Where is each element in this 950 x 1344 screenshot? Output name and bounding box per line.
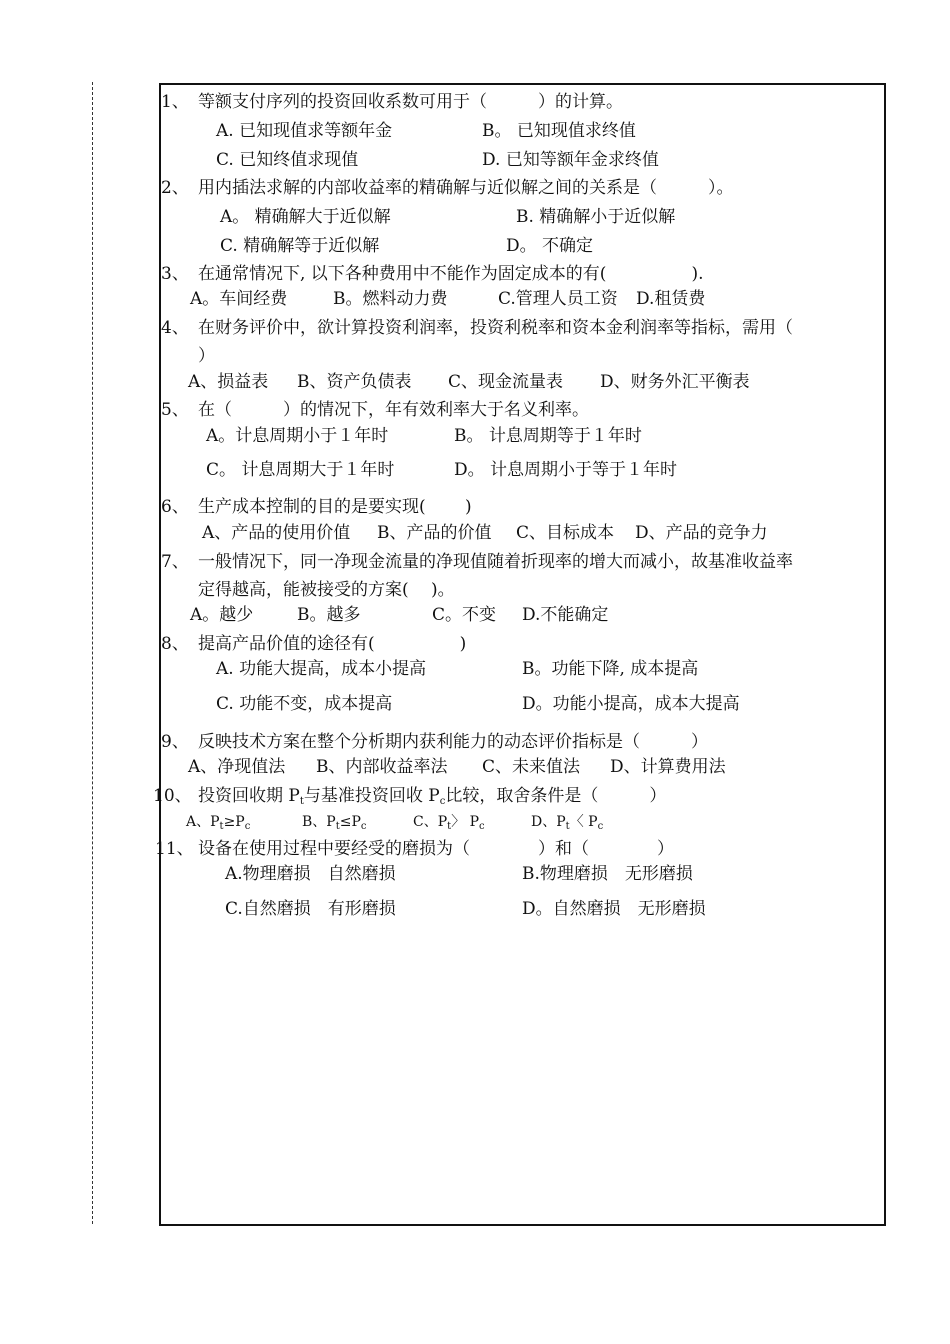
option-a: A、$P_t\ge P_c$: [186, 814, 251, 832]
option-c: C、$P_t$〉 $P_c$: [413, 814, 485, 832]
option-a: A。计息周期小于１年时: [206, 426, 389, 446]
option-c: C.自然磨损 有形磨损: [225, 899, 396, 919]
option-b: B、产品的价值: [377, 523, 492, 543]
question-number: 8、: [161, 634, 189, 654]
option-a: A、损益表: [188, 372, 269, 392]
option-a: A、产品的使用价值: [202, 523, 351, 543]
question-number: 1、: [161, 92, 189, 112]
option-a: A。车间经费: [190, 289, 288, 309]
option-c: C. 功能不变，成本提高: [216, 694, 393, 714]
question-number: 5、: [161, 400, 189, 420]
option-b: B、内部收益率法: [316, 757, 448, 777]
option-b: B。越多: [297, 605, 361, 625]
option-b: B。 已知现值求终值: [482, 121, 636, 141]
question-number: 11、: [155, 839, 194, 859]
option-a: A。越少: [190, 605, 254, 625]
question-stem-cont: ）: [198, 346, 215, 366]
question-number: 6、: [161, 497, 189, 517]
question-number: 3、: [161, 264, 189, 284]
binding-dashed-line: [92, 82, 93, 1224]
question-stem: 设备在使用过程中要经受的磨损为（ ）和（ ）: [198, 839, 674, 859]
question-number: 10、: [153, 786, 192, 806]
question-stem: 用内插法求解的内部收益率的精确解与近似解之间的关系是（ ）。: [198, 178, 734, 198]
question-stem: 等额支付序列的投资回收系数可用于（ ）的计算。: [198, 92, 623, 112]
question-stem-cont: 定得越高，能被接受的方案( )。: [198, 580, 455, 600]
option-a: A、净现值法: [188, 757, 286, 777]
option-b: B、资产负债表: [297, 372, 412, 392]
option-a: A. 功能大提高，成本小提高: [216, 659, 427, 679]
option-c: C、现金流量表: [448, 372, 564, 392]
question-number: 9、: [161, 732, 189, 752]
option-b: B。功能下降, 成本提高: [522, 659, 699, 679]
option-d: D。 计息周期小于等于１年时: [454, 460, 678, 480]
option-d: D、$P_t$〈 $P_c$: [531, 814, 604, 832]
option-b: B。 计息周期等于１年时: [454, 426, 642, 446]
option-a: A。 精确解大于近似解: [220, 207, 391, 227]
option-d: D、计算费用法: [610, 757, 726, 777]
option-c: C. 已知终值求现值: [216, 150, 359, 170]
option-c: C。不变: [432, 605, 497, 625]
option-b: B.物理磨损 无形磨损: [522, 864, 693, 884]
question-stem: 生产成本控制的目的是要实现( ): [198, 497, 472, 517]
question-stem: 在财务评价中，欲计算投资利润率，投资利税率和资本金利润率等指标，需用（: [198, 318, 793, 338]
option-c: C.管理人员工资: [498, 289, 618, 309]
option-a: A. 已知现值求等额年金: [216, 121, 393, 141]
option-d: D。功能小提高，成本大提高: [522, 694, 740, 714]
question-stem: 反映技术方案在整个分析期内获利能力的动态评价指标是（ ）: [198, 732, 708, 752]
option-a: A.物理磨损 自然磨损: [225, 864, 396, 884]
option-d: D.租赁费: [636, 289, 706, 309]
question-number: 2、: [161, 178, 189, 198]
option-d: D、产品的竞争力: [635, 523, 768, 543]
option-d: D.不能确定: [522, 605, 609, 625]
option-b: B、$P_t\le P_c$: [302, 814, 367, 832]
option-d: D。自然磨损 无形磨损: [522, 899, 706, 919]
question-number: 4、: [161, 318, 189, 338]
option-b: B. 精确解小于近似解: [516, 207, 676, 227]
option-d: D. 已知等额年金求终值: [482, 150, 659, 170]
question-stem: 在（ ）的情况下，年有效利率大于名义利率。: [198, 400, 589, 420]
question-stem: 投资回收期 $P_t$与基准投资回收 $P_c$比较，取舍条件是（ ）: [198, 786, 667, 807]
question-stem: 一般情况下，同一净现金流量的净现值随着折现率的增大而减小，故基准收益率: [198, 552, 793, 572]
option-b: B。燃料动力费: [333, 289, 448, 309]
option-c: C. 精确解等于近似解: [220, 236, 380, 256]
option-c: C。 计息周期大于１年时: [206, 460, 395, 480]
question-stem: 提高产品价值的途径有( ): [198, 634, 467, 654]
option-c: C、未来值法: [482, 757, 581, 777]
question-stem: 在通常情况下, 以下各种费用中不能作为固定成本的有( ).: [198, 264, 704, 284]
option-d: D。 不确定: [506, 236, 594, 256]
option-d: D、财务外汇平衡表: [600, 372, 750, 392]
option-c: C、目标成本: [516, 523, 615, 543]
question-number: 7、: [161, 552, 189, 572]
